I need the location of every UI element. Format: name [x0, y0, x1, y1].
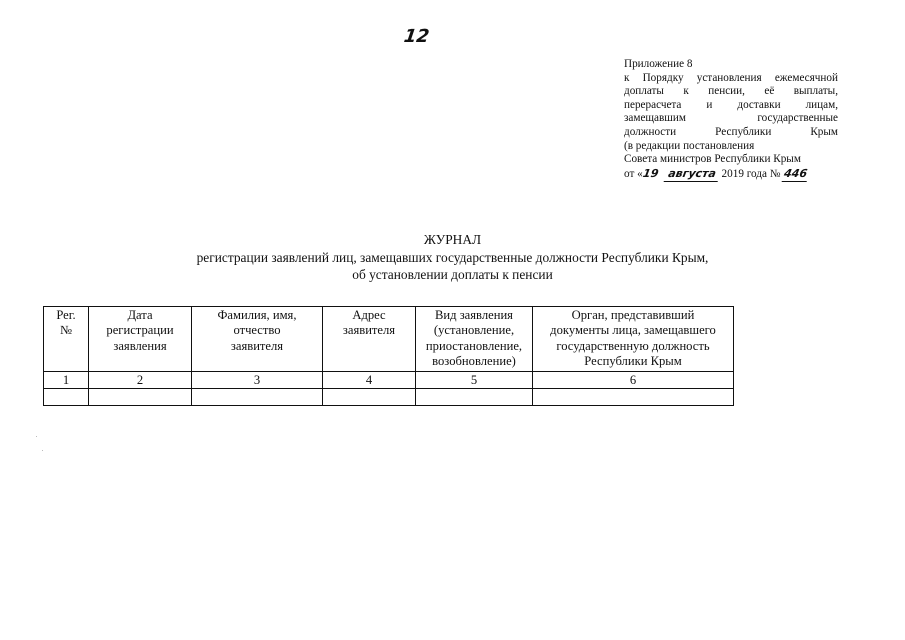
- table-cell: [323, 389, 416, 406]
- table-column-number-row: [44, 372, 734, 389]
- header-cell-submitting-body: Орган, представивший документы лица, замещавшего государственную должность Республики Крым: [533, 307, 734, 372]
- appendix-line: к Порядку установления ежемесячной: [624, 71, 838, 84]
- column-number-cell: 2: [89, 372, 192, 389]
- scan-speck: [42, 450, 43, 451]
- table-row: [44, 389, 734, 406]
- appendix-line: доплаты к пенсии, её выплаты,: [624, 85, 838, 98]
- appendix-line: перерасчета и доставки лицам,: [624, 98, 838, 111]
- table-header-row: [44, 307, 734, 372]
- header-cell-registration-date: Дата регистрации заявления: [89, 307, 192, 372]
- header-cell-applicant-name: Фамилия, имя, отчество заявителя: [192, 307, 323, 372]
- handwritten-day: 19: [641, 166, 660, 180]
- column-number-cell: 6: [533, 372, 734, 389]
- header-cell-application-type: Вид заявления (установление, приостановление, возобновление): [416, 307, 533, 372]
- date-prefix: от «: [624, 167, 643, 180]
- date-year-text: 2019 года №: [721, 167, 781, 180]
- journal-title: ЖУРНАЛ: [423, 232, 482, 247]
- table-cell: [44, 389, 89, 406]
- table-cell: [416, 389, 533, 406]
- handwritten-month: августа: [663, 167, 720, 182]
- column-number-cell: 1: [44, 372, 89, 389]
- appendix-line: (в редакции постановления: [624, 139, 755, 152]
- appendix-block: [624, 58, 838, 181]
- journal-subtitle-line2: об установлении доплаты к пенсии: [352, 267, 553, 282]
- scan-speck: [36, 436, 37, 437]
- handwritten-number: 446: [783, 166, 809, 180]
- column-number-cell: 3: [192, 372, 323, 389]
- registration-table: [43, 306, 734, 406]
- journal-subtitle-line1: регистрации заявлений лиц, замещавших государственные должности Республики Крым,: [196, 250, 709, 265]
- header-cell-applicant-address: Адрес заявителя: [323, 307, 416, 372]
- column-number-cell: 4: [323, 372, 416, 389]
- table-cell: [533, 389, 734, 406]
- page-number: 12: [402, 26, 431, 47]
- table-cell: [89, 389, 192, 406]
- appendix-line: замещавшим государственные: [624, 112, 838, 125]
- appendix-line: Совета министров Республики Крым: [624, 153, 801, 166]
- appendix-line: должности Республики Крым: [624, 125, 838, 138]
- column-number-cell: 5: [416, 372, 533, 389]
- table-cell: [192, 389, 323, 406]
- appendix-heading: Приложение 8: [624, 58, 693, 70]
- header-cell-reg-number: Рег. №: [44, 307, 89, 372]
- appendix-date-line: [624, 167, 838, 182]
